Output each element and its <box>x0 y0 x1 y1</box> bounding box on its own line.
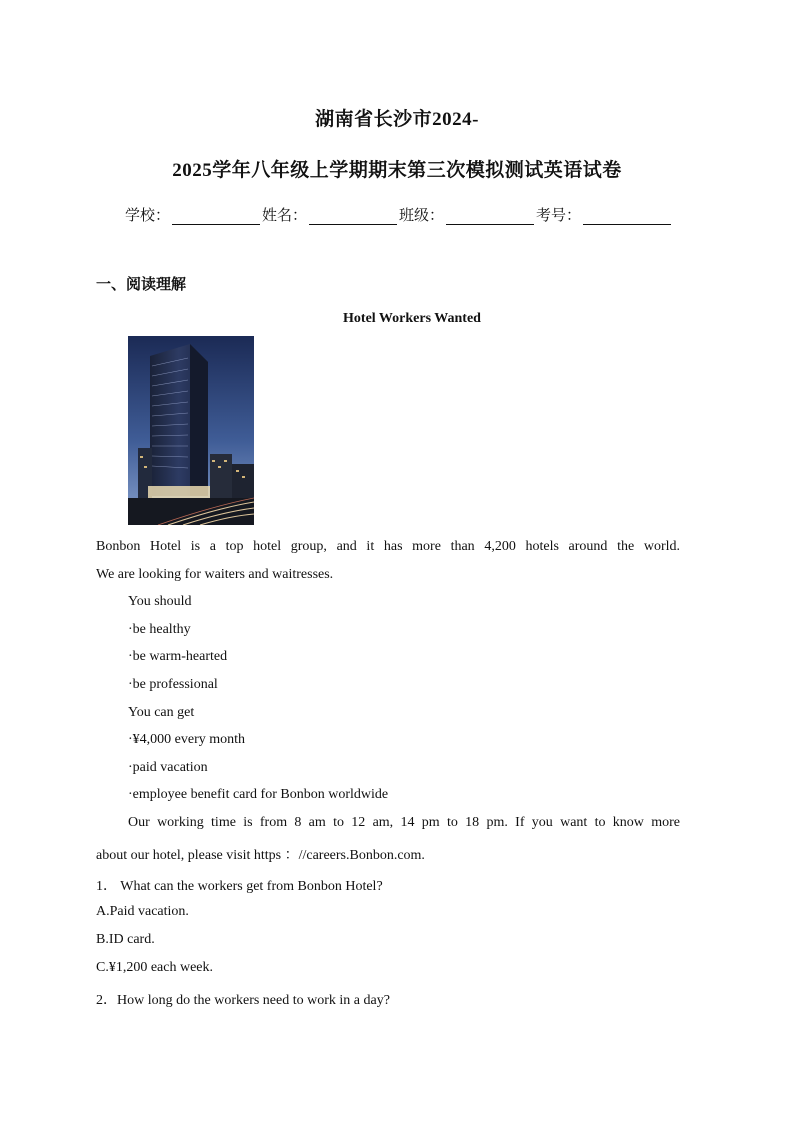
requirements-heading: You should <box>128 594 192 609</box>
class-blank[interactable] <box>446 208 534 225</box>
school-blank[interactable] <box>172 208 260 225</box>
hotel-building-photo <box>128 336 254 525</box>
student-info-row <box>125 204 673 225</box>
exam-title-line1: 湖南省长沙市2024- <box>315 109 479 130</box>
benefits-heading: You can get <box>128 705 195 720</box>
exam-title-line2: 2025学年八年级上学期期末第三次模拟测试英语试卷 <box>172 160 622 181</box>
requirement-item: ·be healthy <box>128 622 191 637</box>
requirement-item: ·be warm-hearted <box>128 649 228 664</box>
question-1-option-c[interactable]: C.¥1,200 each week. <box>96 960 214 975</box>
question-1-stem: 1． What can the workers get from Bonbon Hotel? <box>96 879 383 894</box>
benefit-item: ·¥4,000 every month <box>128 732 246 747</box>
article-intro-line1: Bonbon Hotel is a top hotel group, and it has more than 4,200 hotels around the world. <box>96 539 680 554</box>
requirement-item: ·be professional <box>128 677 218 692</box>
question-1-option-a[interactable]: A.Paid vacation. <box>96 904 189 919</box>
name-label: 姓名： <box>262 208 308 224</box>
benefit-item: ·paid vacation <box>128 760 208 775</box>
section-heading: 一、阅读理解 <box>96 277 187 293</box>
school-label: 学校： <box>125 208 171 224</box>
exam-number-blank[interactable] <box>583 208 671 225</box>
working-hours-line2: about our hotel, please visit https ：//careers.Bonbon.com. <box>96 848 425 863</box>
exam-number-label: 考号： <box>536 208 582 224</box>
class-label: 班级： <box>399 208 445 224</box>
article-intro-line2: We are looking for waiters and waitresses. <box>96 567 334 582</box>
question-2-stem: 2．How long do the workers need to work in a day? <box>96 993 390 1008</box>
name-blank[interactable] <box>309 208 397 225</box>
question-1-option-b[interactable]: B.ID card. <box>96 932 155 947</box>
benefit-item: ·employee benefit card for Bonbon worldwide <box>128 787 389 802</box>
article-title: Hotel Workers Wanted <box>343 311 481 326</box>
working-hours-line1: Our working time is from 8 am to 12 am, 14 pm to 18 pm. If you want to know more <box>128 815 680 830</box>
